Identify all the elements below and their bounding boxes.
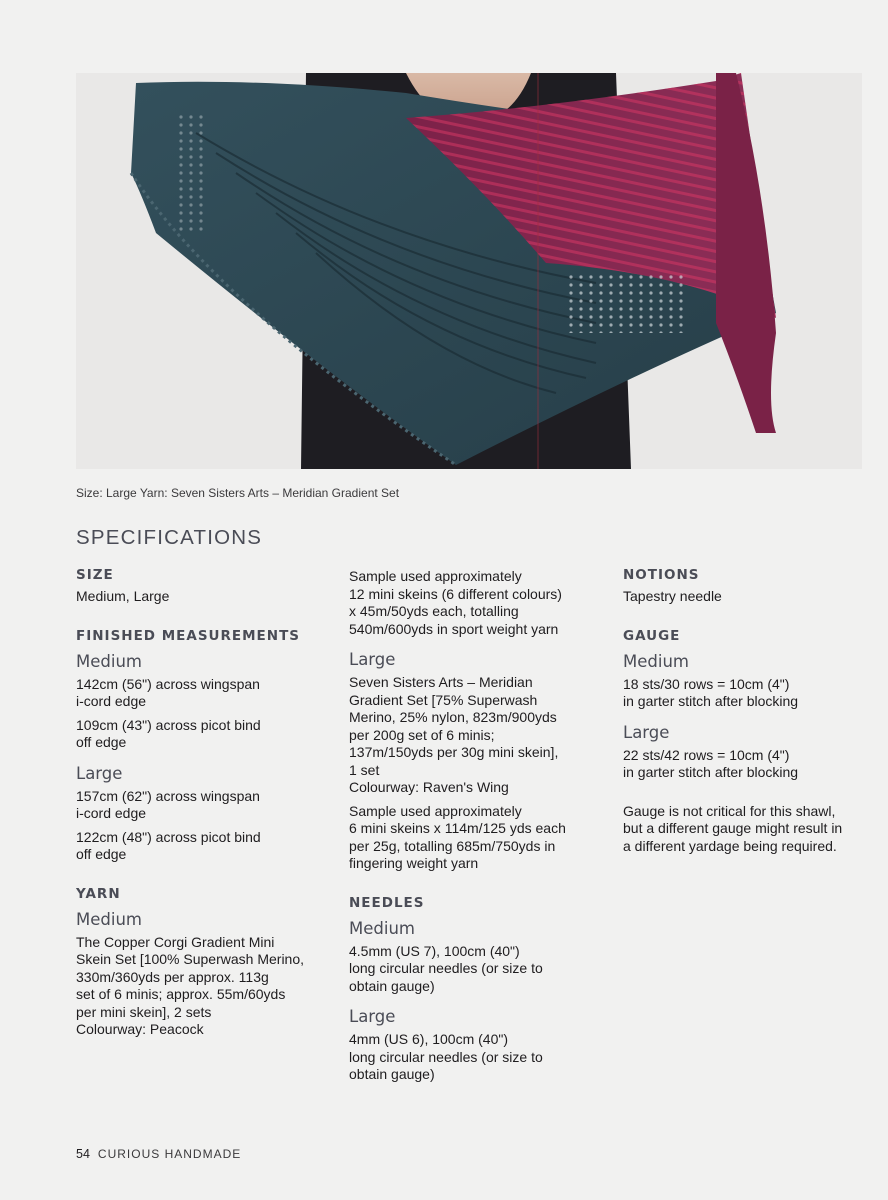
page-footer	[76, 1147, 241, 1161]
page-number: 54	[76, 1147, 90, 1161]
shawl-image	[76, 73, 862, 469]
gauge-large-value: 22 sts/42 rows = 10cm (4") in garter stitch after blocking	[623, 746, 799, 780]
size-value: Medium, Large	[76, 588, 170, 604]
yarn-medium-description: The Copper Corgi Gradient Mini Skein Set [100% Superwash Merino, 330m/360yds per approx. 113g set of 6 minis; approx. 55m/60yds per mini skein], 2 sets Colourway: Peacock	[76, 933, 305, 1037]
finished-measurements-heading: FINISHED MEASUREMENTS	[76, 627, 301, 644]
yarn-large-usage: Sample used approximately 6 mini skeins x 114m/125 yds each per 25g, totalling 685m/750yds in fingering weight yarn	[349, 802, 566, 871]
needles-heading: NEEDLES	[349, 894, 425, 911]
yarn-medium-usage: Sample used approximately 12 mini skeins (6 different colours) x 45m/50yds each, totalling 540m/600yds in sport weight yarn	[349, 568, 562, 637]
fm-medium-picot: 109cm (43") across picot bind off edge	[76, 716, 261, 750]
fm-large-picot: 122cm (48") across picot bind off edge	[76, 828, 261, 862]
photo-caption: Size: Large Yarn: Seven Sisters Arts – Meridian Gradient Set	[76, 486, 400, 500]
size-heading: SIZE	[76, 567, 114, 583]
fm-large-label: Large	[76, 763, 123, 783]
gauge-medium-value: 18 sts/30 rows = 10cm (4") in garter stitch after blocking	[623, 675, 799, 709]
gauge-note: Gauge is not critical for this shawl, but a different gauge might result in a different yardage being required.	[623, 802, 843, 854]
fm-medium-wingspan: 142cm (56") across wingspan i-cord edge	[76, 675, 260, 709]
gauge-large-label: Large	[623, 722, 670, 742]
yarn-heading: YARN	[76, 885, 121, 902]
fm-large-wingspan: 157cm (62") across wingspan i-cord edge	[76, 787, 260, 821]
column-left	[76, 566, 338, 1039]
gauge-heading: GAUGE	[623, 627, 681, 644]
shawl-photo	[76, 73, 862, 469]
column-middle	[349, 566, 605, 1084]
specifications-heading: SPECIFICATIONS	[76, 526, 263, 549]
yarn-medium-label: Medium	[76, 909, 142, 929]
notions-heading: NOTIONS	[623, 567, 700, 583]
gauge-medium-label: Medium	[623, 651, 689, 671]
needles-medium-label: Medium	[349, 918, 415, 938]
publication-name: CURIOUS HANDMADE	[97, 1147, 242, 1161]
column-right	[623, 566, 873, 855]
yarn-large-description: Seven Sisters Arts – Meridian Gradient Set [75% Superwash Merino, 25% nylon, 823m/900yds per 200g set of 6 minis; 137m/150yds per 30g mini skein], 1 set Colourway: Raven's Wing	[349, 674, 559, 795]
needles-large-label: Large	[349, 1007, 396, 1026]
needles-large-value: 4mm (US 6), 100cm (40") long circular needles (or size to obtain gauge)	[349, 1031, 543, 1082]
fm-medium-label: Medium	[76, 651, 142, 671]
needles-medium-value: 4.5mm (US 7), 100cm (40") long circular needles (or size to obtain gauge)	[349, 942, 543, 994]
yarn-large-label: Large	[349, 650, 396, 669]
notions-value: Tapestry needle	[623, 588, 722, 604]
